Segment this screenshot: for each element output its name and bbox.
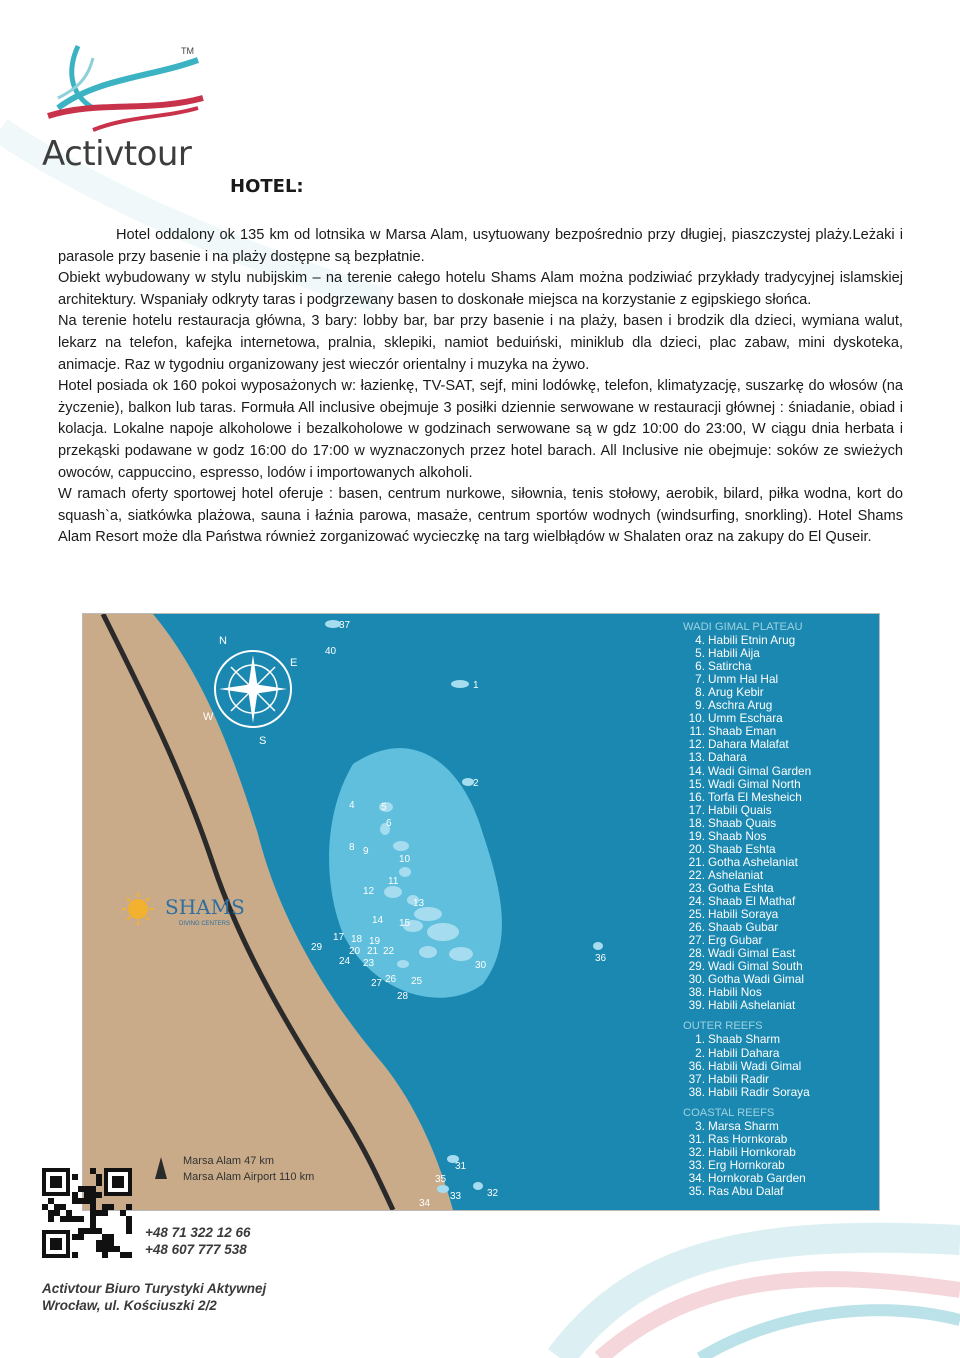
legend-item-number: 12. — [688, 737, 705, 752]
dive-site-map — [82, 613, 880, 1211]
compass-label: E — [290, 657, 298, 669]
reef-number: 32 — [487, 1188, 499, 1199]
compass-rose-icon — [215, 651, 291, 727]
reef-number: 34 — [419, 1198, 431, 1209]
legend-item-number: 4. — [695, 633, 705, 648]
reef-number: 28 — [397, 991, 409, 1002]
legend-item-name: Habili Radir Soraya — [708, 1084, 810, 1099]
legend-item-number: 23. — [688, 880, 705, 895]
legend-item-name: Shaab Nos — [708, 828, 767, 843]
reef-number: 17 — [333, 932, 345, 943]
legend-item-number: 2. — [695, 1045, 705, 1060]
legend-item-name: Shaab El Mathaf — [708, 893, 796, 908]
legend-item-name: Habili Dahara — [708, 1045, 780, 1060]
page-heading: HOTEL: — [230, 176, 304, 197]
footer-company-name: Activtour Biuro Turystyki Aktywnej — [42, 1281, 267, 1296]
legend-item-number: 15. — [688, 776, 705, 791]
legend-item-name: Gotha Eshta — [708, 880, 774, 895]
legend-item-name: Habili Radir — [708, 1071, 769, 1086]
legend-item-number: 17. — [688, 802, 705, 817]
legend-item-name: Umm Hal Hal — [708, 672, 779, 687]
legend-item-number: 32. — [688, 1144, 705, 1159]
reef-number: 4 — [349, 800, 355, 811]
legend-item-number: 21. — [688, 854, 705, 869]
legend-item-name: Dahara Malafat — [708, 737, 789, 752]
legend-item-number: 19. — [688, 828, 705, 843]
legend-item-name: Habili Quais — [708, 802, 772, 817]
legend-item-number: 3. — [695, 1118, 705, 1133]
legend-item-number: 11. — [689, 724, 705, 739]
legend-item-name: Ras Hornkorab — [708, 1131, 788, 1146]
legend-item-number: 36. — [688, 1058, 705, 1073]
reef-number: 2 — [473, 778, 479, 789]
reef-number: 11 — [388, 876, 399, 887]
legend-item-name: Wadi Gimal East — [708, 946, 796, 961]
legend-item-name: Erg Gubar — [708, 933, 763, 948]
reef-number: 10 — [399, 854, 411, 865]
reef-legend — [683, 618, 873, 1198]
legend-item-number: 20. — [688, 841, 705, 856]
legend-item-name: Shaab Eshta — [708, 841, 776, 856]
legend-item-number: 10. — [688, 711, 705, 726]
legend-item-number: 14. — [688, 763, 705, 778]
distance-marsa-alam: Marsa Alam 47 km — [183, 1155, 275, 1167]
legend-item-number: 5. — [695, 646, 705, 661]
legend-item-name: Wadi Gimal South — [708, 959, 803, 974]
reef-number: 8 — [349, 842, 355, 853]
legend-item-name: Torfa El Mesheich — [708, 789, 802, 804]
legend-item-number: 38. — [688, 985, 705, 1000]
logo-trademark: TM — [181, 46, 194, 56]
legend-item-name: Habili Soraya — [708, 907, 779, 922]
reef-number: 19 — [369, 936, 381, 947]
activtour-logo — [38, 38, 208, 174]
legend-item-name: Habili Etnin Arug — [708, 633, 796, 648]
paragraph-architecture: Obiekt wybudowany w stylu nubijskim – na terenie całego hotelu Shams Alam można podziwiać przykłady tradycyjnej islamskiej architektury. Wspaniały odkryty taras i podgrzewany basen to doskonałe miejsca na korzystanie z egipskiego słońca. — [58, 270, 903, 308]
legend-item-name: Satircha — [708, 659, 752, 674]
reef-number: 21 — [367, 946, 379, 957]
legend-item — [683, 1086, 873, 1099]
legend-item-name: Habili Hornkorab — [708, 1144, 796, 1159]
legend-item-name: Umm Eschara — [708, 711, 783, 726]
paragraph-sports: W ramach oferty sportowej hotel oferuje : basen, centrum nurkowe, siłownia, tenis stołowy, aerobik, bilard, piłka wodna, kort do squash`a, siatkówka plażowa, sauna i łaźnia parowa, masaże, centrum sportów wodnych (windsurfing, snorkling). Hotel Shams Alam Resort może dla Państwa również zorganizować wycieczkę na targ wielbłądów w Shalaten oraz na zakupy do El Quseir. — [58, 486, 903, 546]
legend-item-number: 7. — [695, 672, 705, 687]
legend-item-name: Hornkorab Garden — [708, 1170, 806, 1185]
distance-airport: Marsa Alam Airport 110 km — [183, 1171, 315, 1183]
logo-brand-name: Activtour — [42, 134, 192, 174]
legend-item-name: Gotha Ashelaniat — [708, 854, 798, 869]
legend-section-title: WADI GIMAL PLATEAU — [683, 621, 803, 633]
phone-number[interactable]: +48 607 777 538 — [145, 1242, 247, 1257]
legend-item-number: 8. — [695, 685, 705, 700]
reef-number: 14 — [372, 915, 384, 926]
legend-item — [683, 1185, 873, 1198]
reef-number: 33 — [450, 1191, 462, 1202]
reef-number: 40 — [325, 646, 337, 657]
legend-item-name: Erg Hornkorab — [708, 1157, 785, 1172]
footer-street-address: Wrocław, ul. Kościuszki 2/2 — [42, 1298, 217, 1313]
legend-item-number: 37. — [688, 1071, 705, 1086]
legend-item-number: 29. — [688, 959, 705, 974]
legend-item-number: 24. — [688, 893, 705, 908]
reef-number: 31 — [455, 1161, 467, 1172]
legend-item-name: Arug Kebir — [708, 685, 764, 700]
reef-number: 23 — [363, 958, 375, 969]
legend-item-number: 27. — [688, 933, 705, 948]
legend-item-name: Habili Wadi Gimal — [708, 1058, 802, 1073]
reef-number: 30 — [475, 960, 487, 971]
reef-number: 15 — [399, 918, 411, 929]
legend-item-number: 18. — [688, 815, 705, 830]
legend-item-number: 35. — [688, 1183, 705, 1198]
legend-item-number: 26. — [688, 920, 705, 935]
reef-number: 35 — [435, 1174, 447, 1185]
shams-logo-text: SHAMS — [165, 895, 245, 919]
legend-item-name: Shaab Eman — [708, 724, 777, 739]
legend-section-title: COASTAL REEFS — [683, 1106, 775, 1119]
reef-number: 26 — [385, 974, 397, 985]
legend-item-number: 9. — [695, 698, 705, 713]
hotel-description — [58, 225, 903, 549]
legend-item-name: Habili Aija — [708, 646, 760, 661]
reef-number: 36 — [595, 953, 607, 964]
reef-number: 6 — [386, 818, 392, 829]
reef-number: 5 — [381, 802, 387, 813]
compass-label: W — [203, 711, 214, 723]
legend-item-number: 33. — [688, 1157, 705, 1172]
legend-item-name: Shaab Sharm — [708, 1032, 781, 1047]
reef-number: 24 — [339, 956, 351, 967]
legend-item-number: 39. — [688, 998, 705, 1013]
legend-item-name: Marsa Sharm — [708, 1118, 779, 1133]
compass-label: S — [259, 735, 267, 747]
reef-number: 25 — [411, 976, 423, 987]
legend-item-number: 16. — [688, 789, 705, 804]
reef-number: 12 — [363, 886, 375, 897]
reef-number: 9 — [363, 846, 369, 857]
legend-item-name: Aschra Arug — [708, 698, 773, 713]
legend-item-number: 13. — [688, 750, 705, 765]
paragraph-location: Hotel oddalony ok 135 km od lotnsika w Marsa Alam, usytuowany bezpośrednio przy długiej, piaszczystej plaży.Leżaki i parasole przy basenie i na plaży dostępne są bezpłatnie. — [58, 227, 903, 265]
contact-phones — [145, 1224, 250, 1258]
footer-address — [42, 1280, 266, 1314]
legend-item-name: Ras Abu Dalaf — [708, 1183, 784, 1198]
legend-item-name: Gotha Wadi Gimal — [708, 972, 804, 987]
shams-logo-subtitle: DIVING CENTERS — [179, 921, 231, 927]
legend-item-name: Shaab Gubar — [708, 920, 779, 935]
reef-number: 22 — [383, 946, 395, 957]
legend-section-title: OUTER REEFS — [683, 1020, 763, 1033]
paragraph-rooms: Hotel posiada ok 160 pokoi wyposażonych w: łazienkę, TV-SAT, sejf, mini lodówkę, telefon, klimatyzację, suszarkę do włosów (na życzenie), balkon lub taras. Formuła All inclusive obejmuje 3 posiłki dziennie serwowane w restauracji głównej : śniadanie, obiad i kolacja. Lokalne napoje alkoholowe i bezalkoholowe w godzinach serwowane są w gdz 10:00 do 23:00, W ciągu dnia herbata i przekąski podawane w godz 16:00 do 17:00 w wyznaczonych przez hotel barach. All Inclusive nie obejmuje: soków ze swieżych owoców, cappuccino, espresso, lodów i importowanych alkoholi. — [58, 378, 903, 481]
legend-item-number: 22. — [688, 867, 705, 882]
legend-item-number: 25. — [688, 907, 705, 922]
legend-item-name: Wadi Gimal Garden — [708, 763, 812, 778]
legend-item-number: 30. — [688, 972, 705, 987]
reef-number: 37 — [339, 620, 351, 631]
compass-label: N — [219, 635, 227, 647]
legend-item-name: Ashelaniat — [708, 867, 764, 882]
legend-item-number: 28. — [688, 946, 705, 961]
reef-number: 20 — [349, 946, 361, 957]
legend-item-name: Habili Nos — [708, 985, 762, 1000]
reef-number: 1 — [473, 680, 479, 691]
legend-item-name: Dahara — [708, 750, 747, 765]
reef-number: 27 — [371, 978, 383, 989]
reef-number: 18 — [351, 934, 363, 945]
qr-code-icon — [42, 1168, 132, 1258]
phone-number[interactable]: +48 71 322 12 66 — [145, 1225, 251, 1240]
legend-item-number: 1. — [695, 1032, 705, 1047]
reef-number: 29 — [311, 942, 323, 953]
legend-item-number: 6. — [695, 659, 705, 674]
legend-item — [683, 999, 873, 1012]
paragraph-facilities: Na terenie hotelu restauracja główna, 3 bary: lobby bar, bar przy basenie i na plaży, basen i brodzik dla dzieci, wymiana walut, lekarz na telefon, kafejka internetowa, pralnia, sklepiki, namiot beduiński, miniklub dla dzieci, plac zabaw, mini dyskoteka, animacje. Raz w tygodniu organizowany jest wieczór orientalny i muzyka na żywo. — [58, 313, 903, 373]
legend-item-number: 34. — [688, 1170, 705, 1185]
legend-item-name: Wadi Gimal North — [708, 776, 801, 791]
legend-item-name: Shaab Quais — [708, 815, 777, 830]
legend-item-name: Habili Ashelaniat — [708, 998, 796, 1013]
reef-number: 13 — [413, 898, 425, 909]
legend-item-number: 31. — [688, 1131, 705, 1146]
legend-item-number: 38. — [688, 1084, 705, 1099]
